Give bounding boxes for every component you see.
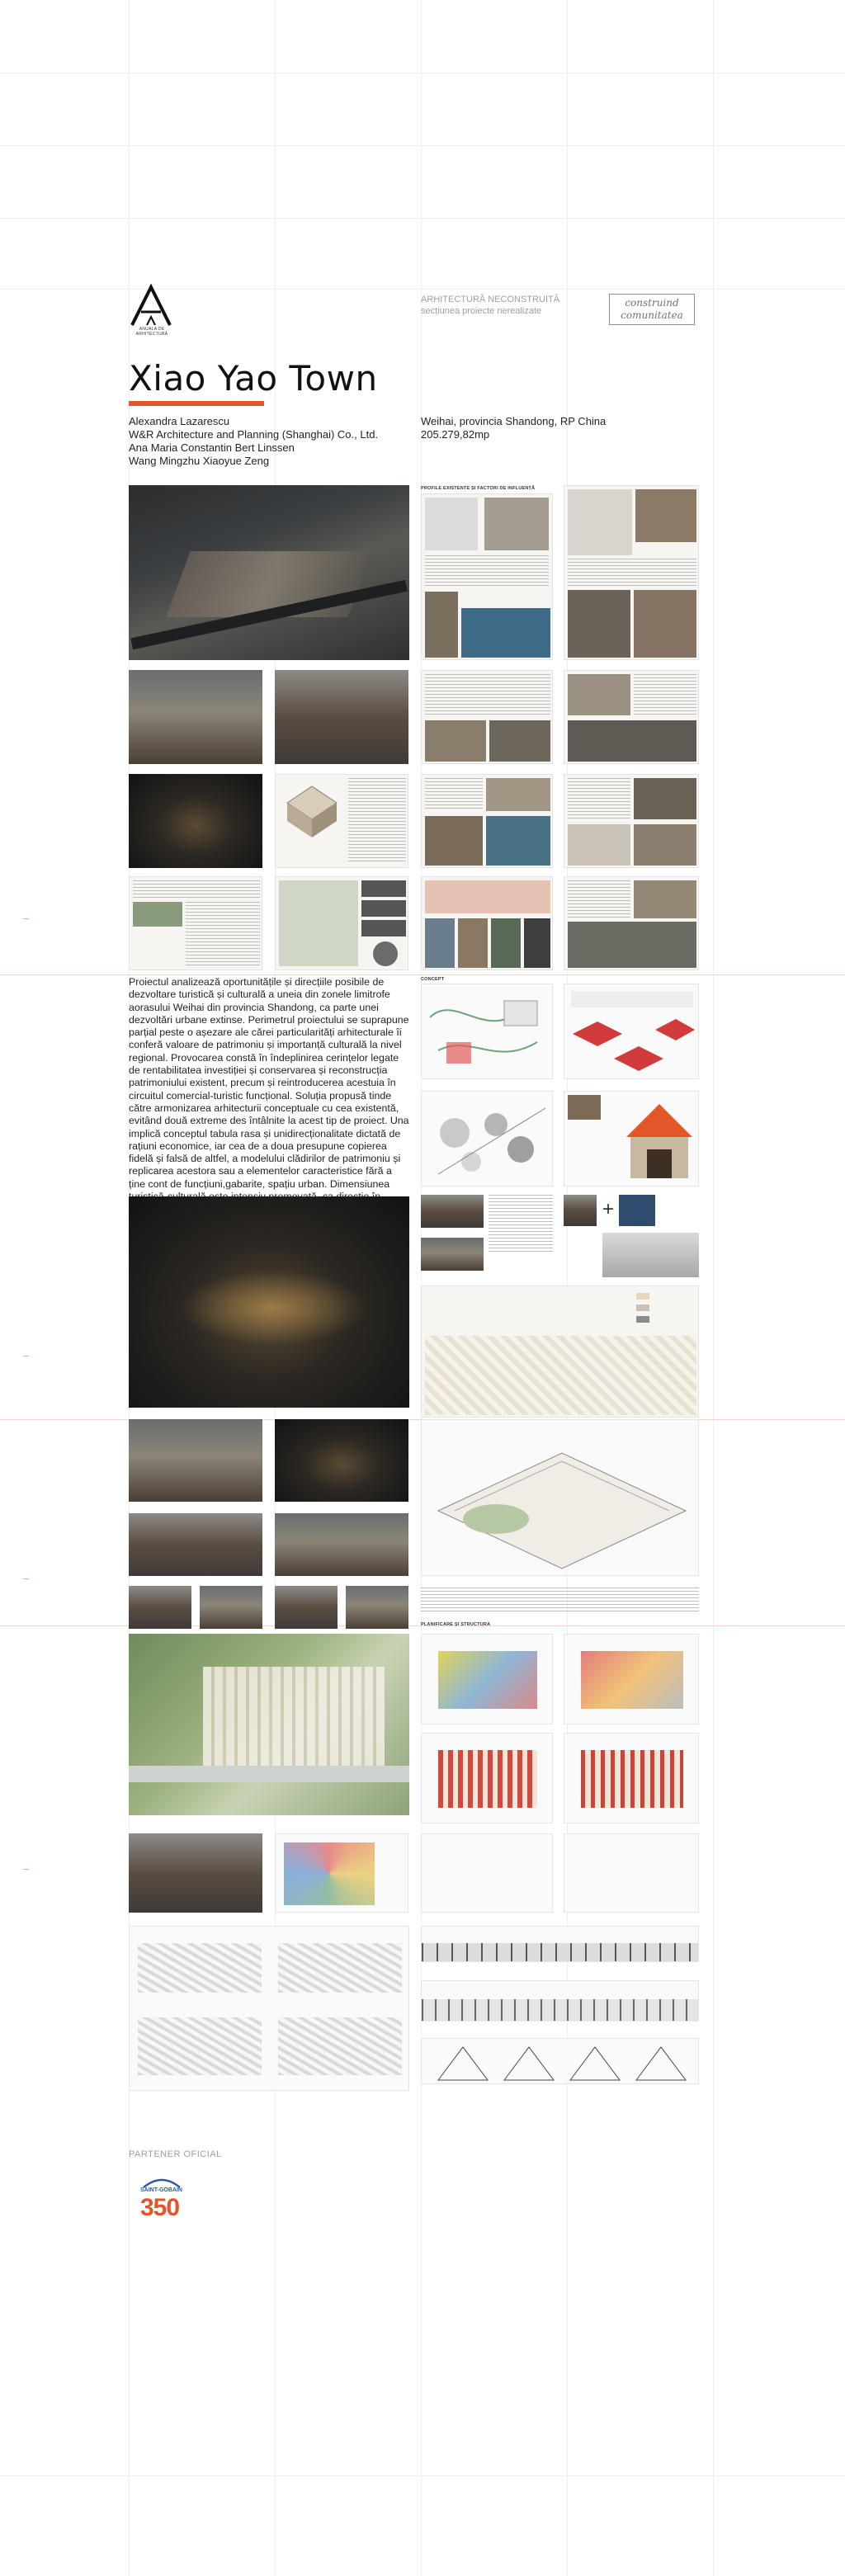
roof-photo (421, 1195, 484, 1228)
site-map-sheet (421, 493, 553, 660)
partner-label: PARTENER OFICIAL (129, 2149, 222, 2159)
masterplan-image (129, 1634, 409, 1815)
elevation-3 (421, 2038, 699, 2084)
green-space-plan (564, 1833, 699, 1913)
category-title: ARHITECTURĂ NECONSTRUITĂ (421, 295, 560, 304)
world-map-sheet (421, 876, 553, 970)
old-roof-photo (564, 1195, 597, 1226)
typology-sheet (564, 774, 699, 868)
author-line: Alexandra Lazarescu (129, 415, 230, 427)
grid-line (713, 0, 714, 2576)
detail-render-3 (275, 1586, 338, 1629)
street-elevation-photo (129, 1833, 262, 1913)
masterplan-diagram-sheet (275, 876, 408, 970)
project-title: Xiao Yao Town (129, 358, 378, 399)
section-marker: — (23, 1866, 29, 1872)
divider (0, 974, 845, 975)
aerial-render-image (129, 485, 409, 660)
project-authors (129, 415, 378, 468)
analysis-sheet (421, 670, 553, 764)
modern-facade-photo (619, 1195, 655, 1226)
badge-line: comunitatea (621, 309, 683, 321)
zoning-plan-1 (421, 1634, 553, 1724)
house-section-diagram (564, 1091, 699, 1187)
massing-diagram-icon (564, 984, 699, 1079)
title-underline (129, 401, 264, 406)
elevation-roofs-icon (422, 2039, 699, 2084)
functions-plan (421, 1733, 553, 1823)
plus-icon: + (602, 1198, 615, 1220)
roof-axonometric-icon (279, 778, 345, 841)
author-line: W&R Architecture and Planning (Shanghai) Co., Ltd. (129, 428, 379, 441)
village-street-render (129, 1513, 262, 1576)
site-context-caption: PROFILE EXISTENTE ȘI FACTORI DE INFLUENȚĂ (421, 486, 536, 491)
badge-line: construind (625, 297, 679, 309)
author-line: Ana Maria Constantin Bert Linssen (129, 441, 295, 454)
section-marker: — (23, 916, 29, 922)
detail-render-2 (200, 1586, 262, 1629)
aerial-dusk-render (275, 1419, 408, 1502)
concept-notes (489, 1195, 553, 1253)
reference-sheet (564, 876, 699, 970)
heights-plan (564, 1733, 699, 1823)
section-marker: — (23, 1353, 29, 1359)
detail-render-4 (346, 1586, 408, 1629)
zoning-plan-2 (564, 1634, 699, 1724)
concept-caption: CONCEPT (421, 977, 445, 982)
facade-render (602, 1233, 699, 1277)
section-marker: — (23, 1576, 29, 1582)
night-aerial-render (129, 1196, 409, 1408)
project-area: 205.279,82mp (421, 428, 490, 441)
village-sheet (564, 670, 699, 764)
roof-diagram-sheet (275, 774, 408, 868)
house-icon (622, 1100, 696, 1182)
function-axonometry (421, 1419, 699, 1576)
category-subtitle: secțiunea proiecte nerealizate (421, 306, 542, 316)
detail-render-1 (129, 1586, 191, 1629)
axonometric-plan-icon (422, 1420, 699, 1576)
axonometric-views (129, 1926, 409, 2091)
project-description: Proiectul analizează oportunitățile și direcțiile posibile de dezvoltare turistică și culturală a uneia din zonele limitrofe aorasului Weihai din provincia Shandong, ca parte unei dezvoltări urbane extinse. Perimetrul proiectului se suprapune parțial peste o așezare ale cărei particularități arhitecturale îi conferă valoare de patrimoniu și importanță culturală la nivel regional. Provocarea constă în îndeplinirea cerințelor legate de rentabilitatea investiției și conservarea și reconstrucția patrimoniului existent, precum și reintroducerea acestuia în circuitul comercial-turistic funcțional. Soluția propusă tinde către armonizarea arhitecturii conceptuale cu cea existentă, evitând două extreme des întâlnite la acest tip de proiect. Una implică conceptul tabula rasa și unidirecționalitate dictată de rațiuni economice, iar cea de a doua presupune copierea fidelă și falsă de altfel, a modelului clădirilor de patrimoniu și replicarea acestora sau a elementelor caracteristice fără a ține cont de funcțiuni,gabarite, spațiu urban. Dimensiunea (129, 976, 409, 1190)
flow-diagram-icon (422, 1092, 553, 1187)
project-meta (421, 415, 606, 441)
grid-line (0, 145, 845, 146)
infrastructure-plan (421, 1833, 553, 1913)
concept-sketch (421, 984, 553, 1079)
sponsor-anniversary: 350 (140, 2194, 180, 2221)
site-plan-sheet (421, 1286, 699, 1418)
planning-caption: PLANIFICARE ȘI STRUCTURA (421, 1622, 491, 1627)
heritage-sheet (564, 485, 699, 660)
grid-line (0, 218, 845, 219)
rooftops-render-image (275, 670, 408, 764)
circles-diagram (421, 1091, 553, 1187)
hall-render (275, 1513, 408, 1576)
anuala-logo-icon (129, 284, 173, 327)
elevation-2 (421, 1980, 699, 2022)
concept-red-massing (564, 984, 699, 1079)
logo-label: ANUALA DE ARHITECTURĂ (135, 327, 168, 337)
circulation-diagram (275, 1833, 408, 1913)
street-render-image (129, 670, 262, 764)
planning-notes (421, 1588, 699, 1612)
elevation-1 (421, 1926, 699, 1962)
grid-line (0, 289, 845, 290)
construind-comunitatea-badge (609, 294, 695, 325)
concept-diagram-icon (422, 984, 553, 1079)
courtyard-photo (421, 1238, 484, 1271)
night-aerial-image (129, 774, 262, 868)
grid-line (0, 2475, 845, 2476)
strategy-sheet (129, 876, 262, 970)
materials-sheet (421, 774, 553, 868)
project-location: Weihai, provincia Shandong, RP China (421, 415, 607, 427)
author-line: Wang Mingzhu Xiaoyue Zeng (129, 455, 270, 467)
sponsor-name: SAINT-GOBAIN (140, 2187, 182, 2193)
saint-gobain-logo (129, 2173, 220, 2224)
plaza-render (129, 1419, 262, 1502)
section-category (421, 294, 559, 317)
